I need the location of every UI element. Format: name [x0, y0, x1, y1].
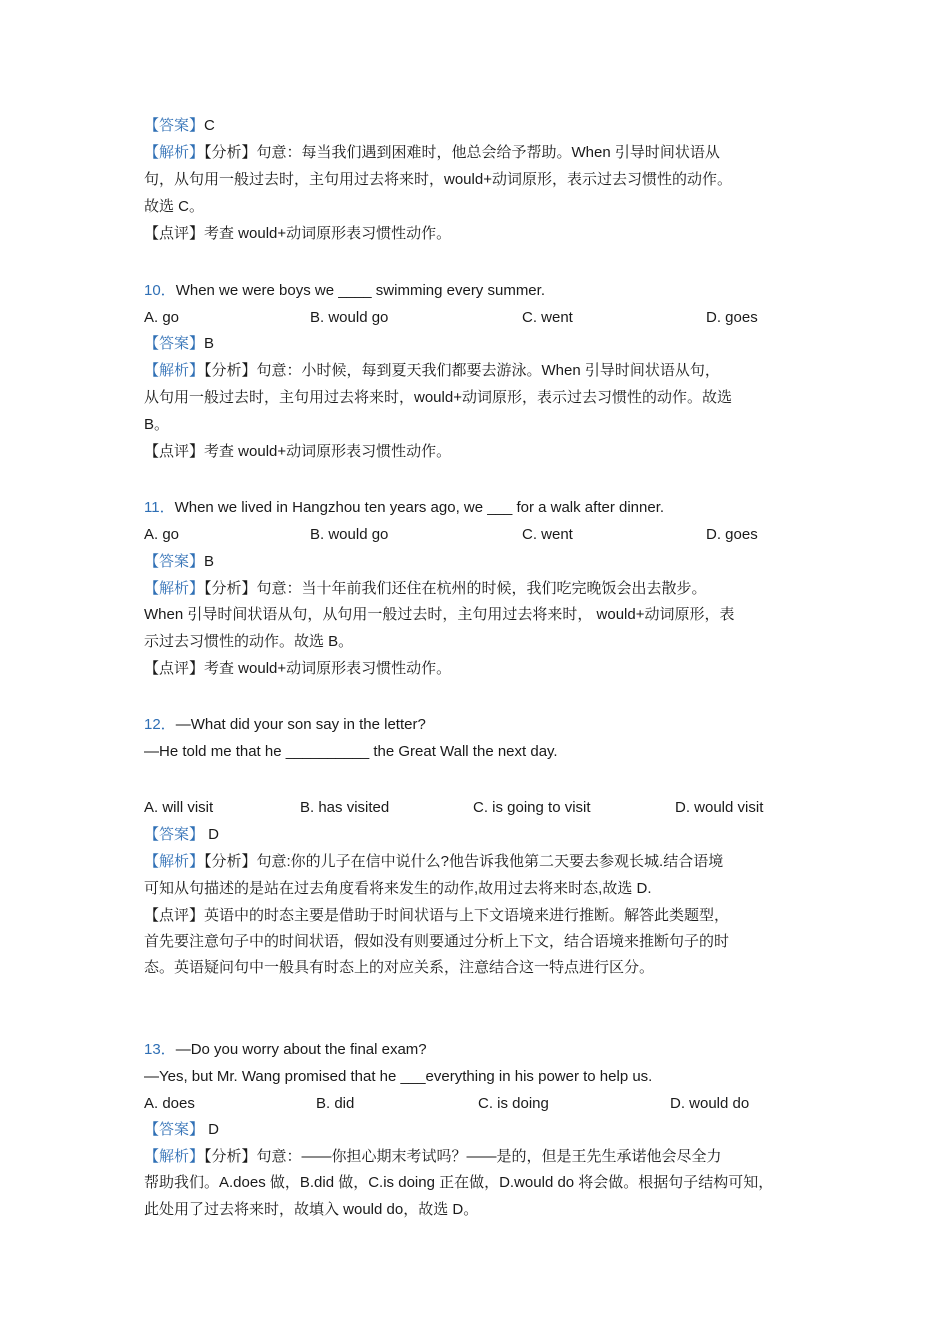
- analysis-line: 示过去习惯性的动作。故选 B。: [144, 633, 354, 650]
- option-b: B. would go: [310, 309, 389, 326]
- analysis-line: 【解析】【分析】句意：小时候，每到夏天我们都要去游泳。When 引导时间状语从句，: [144, 362, 720, 379]
- question-stem: —He told me that he __________ the Great Wall the next day.: [144, 743, 558, 760]
- option-c: C. went: [522, 526, 573, 543]
- comment-line: 【点评】考查 would+动词原形表习惯性动作。: [144, 225, 452, 242]
- question-stem: 11．When we lived in Hangzhou ten years ago, we ___ for a walk after dinner.: [144, 499, 665, 516]
- option-b: B. would go: [310, 526, 389, 543]
- answer-line: 【答案】 D: [144, 826, 220, 843]
- analysis-line: B。: [144, 416, 170, 433]
- analysis-line: 可知从句描述的是站在过去角度看将来发生的动作,故用过去将来时态,故选 D.: [144, 880, 652, 897]
- comment-line: 【点评】考查 would+动词原形表习惯性动作。: [144, 443, 452, 460]
- comment-line: 首先要注意句子中的时间状语，假如没有则要通过分析上下文，结合语境来推断句子的时: [144, 933, 730, 950]
- option-d: D. goes: [706, 526, 758, 543]
- option-d: D. goes: [706, 309, 758, 326]
- question-stem: 13．—Do you worry about the final exam?: [144, 1041, 427, 1058]
- answer-line: 【答案】B: [144, 553, 215, 570]
- option-d: D. would do: [670, 1095, 750, 1112]
- answer-line: 【答案】 D: [144, 1121, 220, 1138]
- analysis-line: 【解析】【分析】句意：当十年前我们还住在杭州的时候，我们吃完晚饭会出去散步。: [144, 580, 707, 597]
- option-c: C. went: [522, 309, 573, 326]
- option-c: C. is going to visit: [473, 799, 591, 816]
- comment-line: 态。英语疑问句中一般具有时态上的对应关系，注意结合这一特点进行区分。: [144, 959, 655, 976]
- analysis-line: 句，从句用一般过去时，主句用过去将来时，would+动词原形，表示过去习惯性的动作。: [144, 171, 732, 188]
- analysis-line: 【解析】【分析】句意:你的儿子在信中说什么?他告诉我他第二天要去参观长城.结合语境: [144, 853, 724, 870]
- answer-line: 【答案】C: [144, 117, 215, 134]
- question-stem: 12．—What did your son say in the letter?: [144, 716, 426, 733]
- comment-line: 【点评】考查 would+动词原形表习惯性动作。: [144, 660, 452, 677]
- option-b: B. has visited: [300, 799, 390, 816]
- analysis-line: When 引导时间状语从句，从句用一般过去时，主句用过去将来时， would+动词原形，表: [144, 606, 735, 623]
- option-a: A. go: [144, 309, 180, 326]
- option-a: A. go: [144, 526, 180, 543]
- option-a: A. does: [144, 1095, 195, 1112]
- option-c: C. is doing: [478, 1095, 549, 1112]
- option-a: A. will visit: [144, 799, 214, 816]
- option-d: D. would visit: [675, 799, 764, 816]
- analysis-line: 帮助我们。A.does 做，B.did 做，C.is doing 正在做，D.would do 将会做。根据句子结构可知，: [144, 1174, 774, 1191]
- answer-line: 【答案】B: [144, 335, 215, 352]
- analysis-line: 【解析】【分析】句意：每当我们遇到困难时，他总会给予帮助。When 引导时间状语从: [144, 144, 720, 161]
- analysis-line: 从句用一般过去时，主句用过去将来时，would+动词原形，表示过去习惯性的动作。故选: [144, 389, 732, 406]
- analysis-line: 此处用了过去将来时，故填入 would do，故选 D。: [144, 1201, 479, 1218]
- analysis-line: 【解析】【分析】句意：——你担心期末考试吗？——是的，但是王先生承诺他会尽全力: [144, 1148, 722, 1165]
- analysis-line: 故选 C。: [144, 198, 205, 215]
- question-stem: 10．When we were boys we ____ swimming every summer.: [144, 282, 545, 299]
- comment-line: 【点评】英语中的时态主要是借助于时间状语与上下文语境来进行推断。解答此类题型，: [144, 907, 730, 924]
- option-b: B. did: [316, 1095, 355, 1112]
- question-stem: —Yes, but Mr. Wang promised that he ___everything in his power to help us.: [144, 1068, 653, 1085]
